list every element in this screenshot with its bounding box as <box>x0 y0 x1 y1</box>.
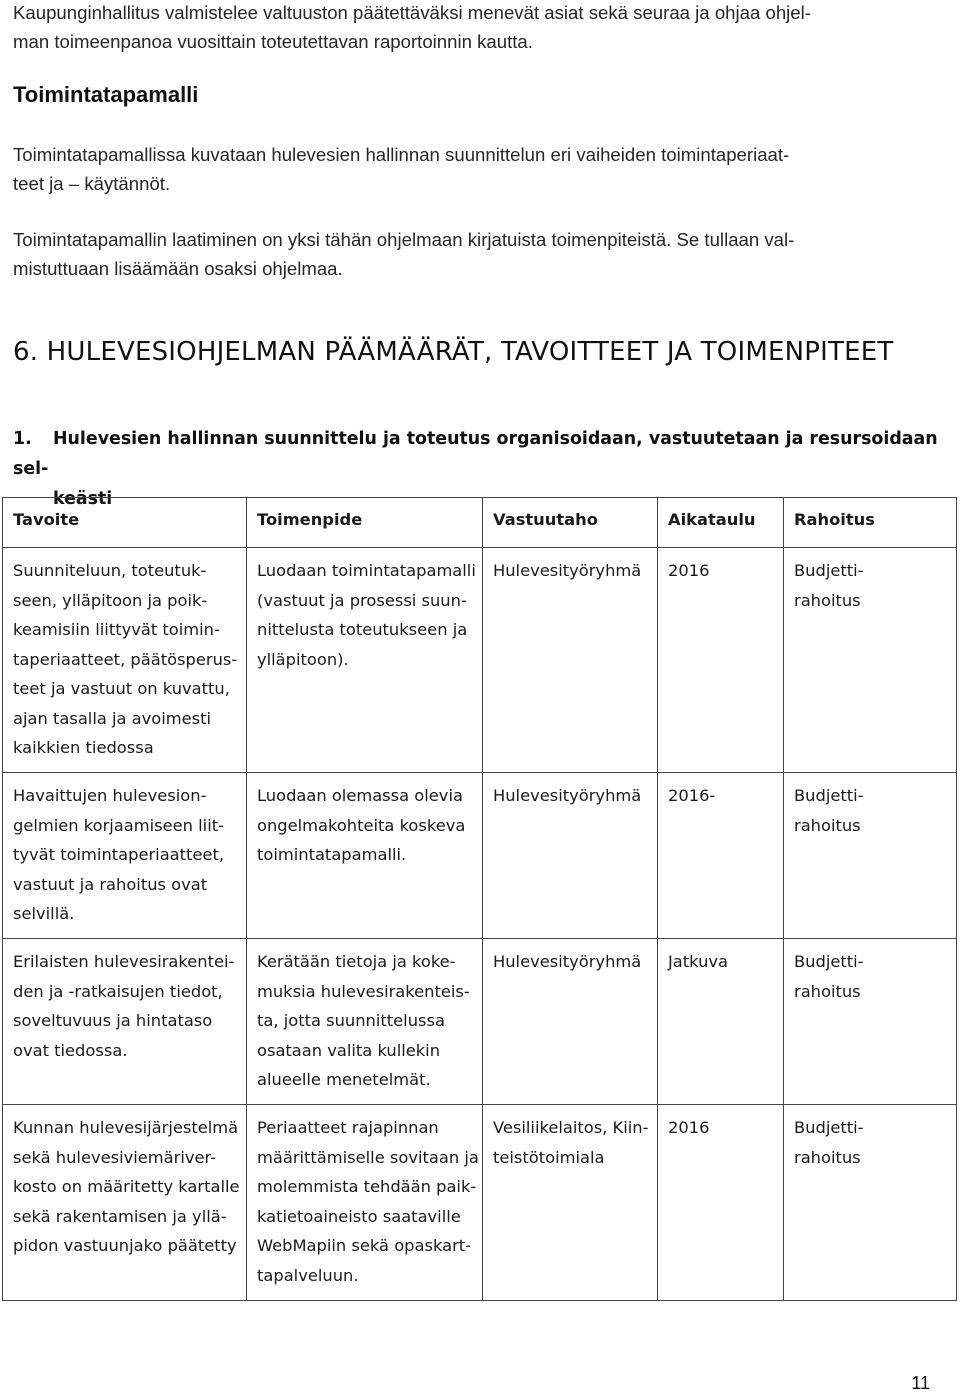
toimenpide-line: toimintatapamalli. <box>257 845 407 864</box>
header-vastuutaho: Vastuutaho <box>483 498 658 548</box>
tavoite-line: sekä rakentamisen ja yllä- <box>13 1206 227 1226</box>
tavoite-line: Havaittujen hulevesion- <box>13 786 207 805</box>
paragraph-2 <box>13 140 933 198</box>
table-header-row <box>3 498 957 548</box>
tavoite-line: Erilaisten hulevesirakentei- <box>13 952 235 971</box>
rahoitus-line: rahoitus <box>794 815 861 835</box>
toimenpide-line: molemmista tehdään paik- <box>257 1177 477 1196</box>
rahoitus-line: Budjetti- <box>794 952 864 971</box>
tavoite-line: pidon vastuunjako päätetty <box>13 1236 237 1255</box>
paragraph-2-line-1: Toimintatapamallissa kuvataan hulevesien hallinnan suunnittelun eri vaiheiden toimintaperiaat- <box>13 144 790 165</box>
tavoite-line: vastuut ja rahoitus ovat <box>13 874 208 894</box>
cell-rahoitus <box>784 548 957 773</box>
toimenpide-line: ylläpitoon). <box>257 649 349 669</box>
page-number: 11 <box>911 1373 930 1393</box>
toimenpide-line: ta, jotta suunnittelussa <box>257 1011 445 1030</box>
cell-vastuutaho <box>483 939 658 1105</box>
tavoite-line: den ja -ratkaisujen tiedot, <box>13 981 223 1001</box>
toimenpide-line: (vastuut ja prosessi suun- <box>257 590 467 610</box>
tavoite-line: teet ja vastuut on kuvattu, <box>13 679 230 698</box>
table-row <box>3 939 957 1105</box>
cell-toimenpide <box>247 548 483 773</box>
toimenpide-line: katietoaineisto saataville <box>257 1206 461 1226</box>
toimenpide-line: Luodaan olemassa olevia <box>257 786 463 805</box>
tavoite-line: ajan tasalla ja avoimesti <box>13 708 212 728</box>
cell-rahoitus <box>784 773 957 939</box>
header-toimenpide: Toimenpide <box>247 498 483 548</box>
header-rahoitus: Rahoitus <box>784 498 957 548</box>
toimenpide-line: Kerätään tietoja ja koke- <box>257 952 456 971</box>
tavoite-line: taperiaatteet, päätösperus- <box>13 649 238 669</box>
cell-tavoite <box>3 1105 247 1301</box>
cell-rahoitus <box>784 939 957 1105</box>
table-row <box>3 773 957 939</box>
goal-line-1: Hulevesien hallinnan suunnittelu ja toteutus organisoidaan, vastuutetaan ja resursoidaan sel- <box>13 429 938 479</box>
cell-toimenpide <box>247 1105 483 1301</box>
toimenpide-line: WebMapiin sekä opaskart- <box>257 1236 472 1255</box>
cell-toimenpide <box>247 773 483 939</box>
vastuutaho-line: Vesiliikelaitos, Kiin- <box>493 1118 649 1137</box>
tavoite-line: Suunniteluun, toteutuk- <box>13 561 207 580</box>
cell-vastuutaho <box>483 548 658 773</box>
tavoite-line: gelmien korjaamiseen liit- <box>13 815 224 835</box>
toimenpide-line: nittelusta toteutukseen ja <box>257 620 468 639</box>
cell-aikataulu <box>658 773 784 939</box>
header-aikataulu: Aikataulu <box>658 498 784 548</box>
aikataulu-line: 2016 <box>668 561 710 580</box>
tavoite-line: seen, ylläpitoon ja poik- <box>13 590 208 610</box>
cell-aikataulu <box>658 548 784 773</box>
intro-line-2: man toimeenpanoa vuosittain toteutettavan raportoinnin kautta. <box>13 31 533 52</box>
paragraph-2-line-2: teet ja – käytännöt. <box>13 173 171 194</box>
rahoitus-line: Budjetti- <box>794 786 864 805</box>
intro-line-1: Kaupunginhallitus valmistelee valtuuston päätettäväksi menevät asiat sekä seuraa ja ohjaa ohjel- <box>13 2 811 23</box>
tavoite-line: kaikkien tiedossa <box>13 738 154 757</box>
tavoite-line: sekä hulevesiviemäriver- <box>13 1147 217 1167</box>
paragraph-3-line-1: Toimintatapamallin laatiminen on yksi tähän ohjelmaan kirjatuista toimenpiteistä. Se tullaan val- <box>13 229 795 250</box>
tavoite-line: ovat tiedossa. <box>13 1040 128 1060</box>
rahoitus-line: Budjetti- <box>794 1118 864 1137</box>
cell-vastuutaho <box>483 1105 658 1301</box>
cell-vastuutaho <box>483 773 658 939</box>
toimenpide-line: tapalveluun. <box>257 1265 359 1285</box>
vastuutaho-line: Hulevesityöryhmä <box>493 561 642 580</box>
toimenpide-line: alueelle menetelmät. <box>257 1070 431 1089</box>
section-heading: Toimintatapamalli <box>13 82 199 107</box>
toimenpide-line: määrittämiselle sovitaan ja <box>257 1147 479 1167</box>
rahoitus-line: rahoitus <box>794 590 861 610</box>
measures-table <box>2 497 957 1301</box>
table-row <box>3 548 957 773</box>
tavoite-line: kosto on määritetty kartalle <box>13 1177 240 1196</box>
aikataulu-line: 2016 <box>668 1118 710 1137</box>
cell-tavoite <box>3 939 247 1105</box>
toimenpide-line: osataan valita kullekin <box>257 1040 441 1060</box>
header-tavoite: Tavoite <box>3 498 247 548</box>
goal-number: 1. <box>13 429 32 449</box>
toimenpide-line: Periaatteet rajapinnan <box>257 1118 439 1137</box>
rahoitus-line: Budjetti- <box>794 561 864 580</box>
vastuutaho-line: Hulevesityöryhmä <box>493 952 642 971</box>
paragraph-3 <box>13 225 933 283</box>
cell-aikataulu <box>658 939 784 1105</box>
cell-tavoite <box>3 773 247 939</box>
paragraph-3-line-2: mistuttuaan lisäämään osaksi ohjelmaa. <box>13 258 343 279</box>
tavoite-line: Kunnan hulevesijärjestelmä <box>13 1118 239 1137</box>
cell-toimenpide <box>247 939 483 1105</box>
cell-aikataulu <box>658 1105 784 1301</box>
goal-line-2: keästi <box>53 489 113 509</box>
tavoite-line: soveltuvuus ja hintataso <box>13 1011 213 1030</box>
toimenpide-line: Luodaan toimintatapamalli <box>257 561 476 580</box>
vastuutaho-line: teistötoimiala <box>493 1147 605 1167</box>
aikataulu-line: 2016- <box>668 786 716 805</box>
cell-tavoite <box>3 548 247 773</box>
vastuutaho-line: Hulevesityöryhmä <box>493 786 642 805</box>
chapter-heading: 6. HULEVESIOHJELMAN PÄÄMÄÄRÄT, TAVOITTEET JA TOIMENPITEET <box>13 337 894 367</box>
toimenpide-line: ongelmakohteita koskeva <box>257 815 466 835</box>
intro-paragraph <box>13 0 933 56</box>
tavoite-line: selvillä. <box>13 904 75 923</box>
table-row <box>3 1105 957 1301</box>
toimenpide-line: muksia hulevesirakenteis- <box>257 981 470 1001</box>
aikataulu-line: Jatkuva <box>668 952 729 971</box>
cell-rahoitus <box>784 1105 957 1301</box>
tavoite-line: keamisiin liittyvät toimin- <box>13 620 220 639</box>
rahoitus-line: rahoitus <box>794 1147 861 1167</box>
tavoite-line: tyvät toimintaperiaatteet, <box>13 845 225 864</box>
rahoitus-line: rahoitus <box>794 981 861 1001</box>
